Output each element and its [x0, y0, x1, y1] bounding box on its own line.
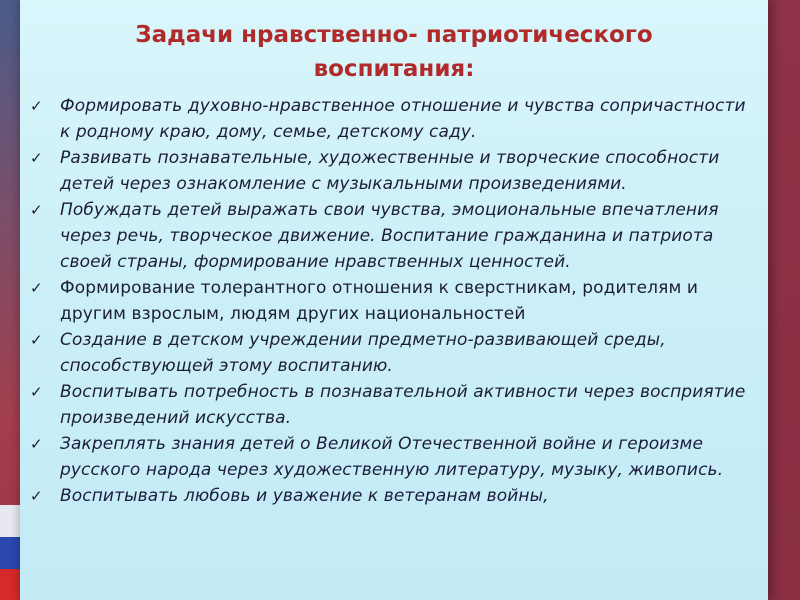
list-item-text: Воспитывать любовь и уважение к ветеранам войны,	[60, 486, 549, 506]
checkmark-bullet-icon: ✓	[30, 201, 43, 219]
content-panel	[20, 0, 768, 600]
checkmark-bullet-icon: ✓	[30, 487, 43, 505]
list-item	[30, 197, 760, 275]
list-item	[30, 431, 760, 483]
list-item-text: Формирование толерантного отношения к сверстникам, родителям и другим взрослым, людям других национальностей	[60, 278, 699, 324]
list-item-text: Формировать духовно-нравственное отношение и чувства сопричастности к родному краю, дому, семье, детскому саду.	[60, 96, 746, 142]
slide-title	[20, 18, 768, 86]
list-item	[30, 145, 760, 197]
checkmark-bullet-icon: ✓	[30, 435, 43, 453]
list-item	[30, 93, 760, 145]
list-item-text: Создание в детском учреждении предметно-развивающей среды, способствующей этому воспитанию.	[60, 330, 666, 376]
list-item-text: Воспитывать потребность в познавательной активности через восприятие произведений искусства.	[60, 382, 746, 428]
checkmark-bullet-icon: ✓	[30, 383, 43, 401]
list-item	[30, 483, 760, 509]
list-item-text: Побуждать детей выражать свои чувства, эмоциональные впечатления через речь, творческое движение. Воспитание гражданина и патриота своей страны, формирование нравственных ценностей.	[60, 200, 719, 272]
list-item	[30, 275, 760, 327]
title-line-2: воспитания:	[313, 56, 475, 82]
checkmark-bullet-icon: ✓	[30, 279, 43, 297]
checkmark-bullet-icon: ✓	[30, 149, 43, 167]
checkmark-bullet-icon: ✓	[30, 331, 43, 349]
list-item-text: Закреплять знания детей о Великой Отечественной войне и героизме русского народа через художественную литературу, музыку, живопись.	[60, 434, 724, 480]
list-item-text: Развивать познавательные, художественные и творческие способности детей через ознакомление с музыкальными произведениями.	[60, 148, 720, 194]
list-item	[30, 327, 760, 379]
title-line-1: Задачи нравственно- патриотического	[135, 22, 653, 48]
list-item	[30, 379, 760, 431]
checkmark-bullet-icon: ✓	[30, 97, 43, 115]
task-list	[30, 93, 760, 509]
